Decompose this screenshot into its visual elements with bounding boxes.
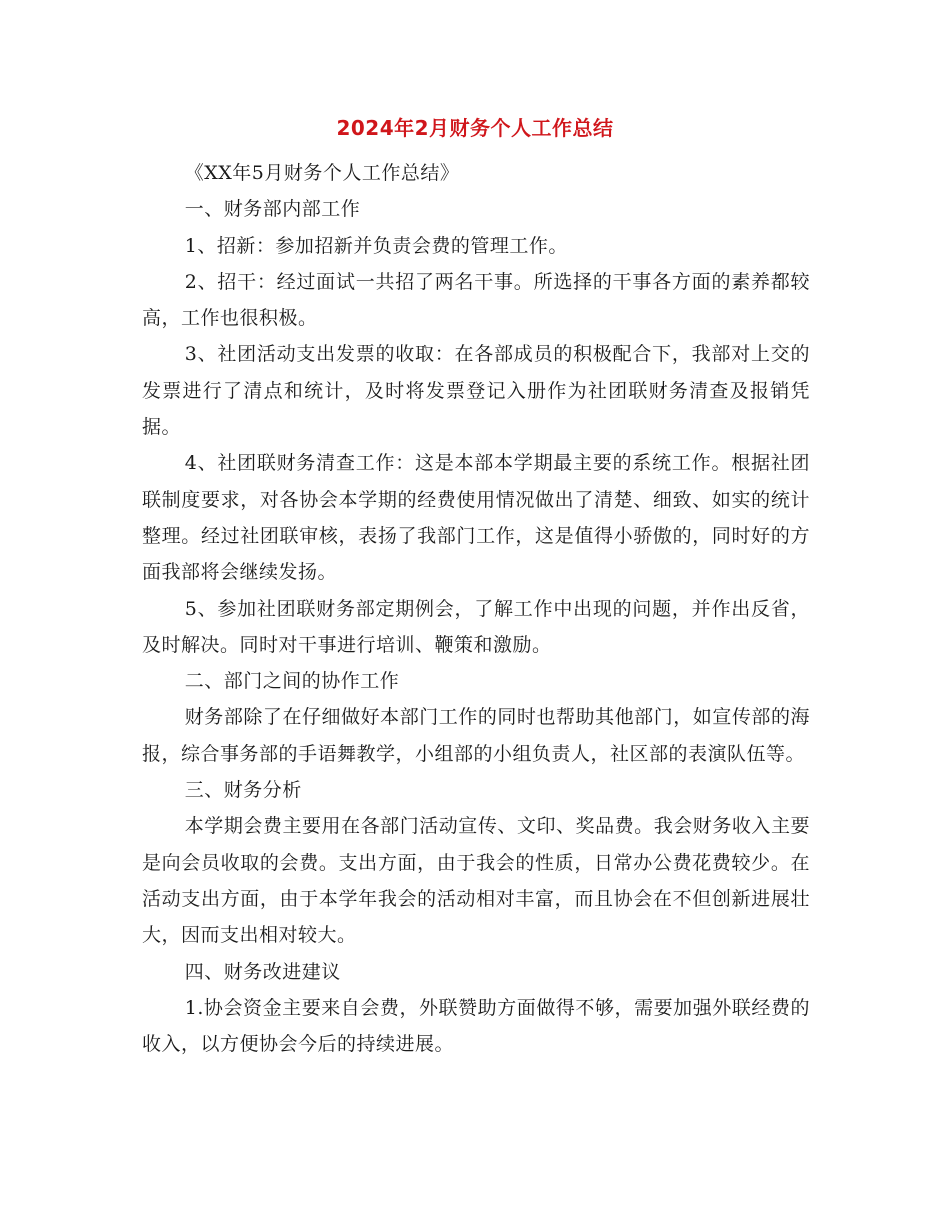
paragraph-item-5: 5、参加社团联财务部定期例会，了解工作中出现的问题，并作出反省，及时解决。同时对干事进行培训、鞭策和激励。 — [142, 597, 810, 656]
heading-section-4: 四、财务改进建议 — [184, 960, 341, 983]
document-body — [142, 155, 810, 1062]
heading-section-2: 二、部门之间的协作工作 — [184, 670, 400, 693]
heading-section-3: 三、财务分析 — [184, 779, 302, 802]
paragraph-collaboration: 财务部除了在仔细做好本部门工作的同时也帮助其他部门，如宣传部的海报，综合事务部的手语舞教学，小组部的小组负责人，社区部的表演队伍等。 — [142, 706, 810, 765]
paragraph-item-4: 4、社团联财务清查工作：这是本部本学期最主要的系统工作。根据社团联制度要求，对各协会本学期的经费使用情况做出了清楚、细致、如实的统计整理。经过社团联审核，表扬了我部门工作，这是值得小骄傲的，同时好的方面我部将会继续发扬。 — [142, 452, 810, 584]
paragraph-item-3: 3、社团活动支出发票的收取：在各部成员的积极配合下，我部对上交的发票进行了清点和统计，及时将发票登记入册作为社团联财务清查及报销凭据。 — [142, 343, 810, 439]
heading-section-1: 一、财务部内部工作 — [184, 198, 361, 221]
paragraph-source-title: 《XX年5月财务个人工作总结》 — [184, 162, 460, 184]
paragraph-financial-analysis: 本学期会费主要用在各部门活动宣传、文印、奖品费。我会财务收入主要是向会员收取的会费。支出方面，由于我会的性质，日常办公费花费较少。在活动支出方面，由于本学年我会的活动相对丰富，而且协会在不但创新进展壮大，因而支出相对较大。 — [142, 815, 810, 947]
paragraph-item-1: 1、招新：参加招新并负责会费的管理工作。 — [184, 234, 568, 257]
paragraph-suggestion-1: 1.协会资金主要来自会费，外联赞助方面做得不够，需要加强外联经费的收入，以方便协会今后的持续进展。 — [142, 996, 810, 1056]
document-title: 2024年2月财务个人工作总结 — [336, 116, 614, 140]
paragraph-item-2: 2、招干：经过面试一共招了两名干事。所选择的干事各方面的素养都较高，工作也很积极。 — [142, 270, 810, 330]
